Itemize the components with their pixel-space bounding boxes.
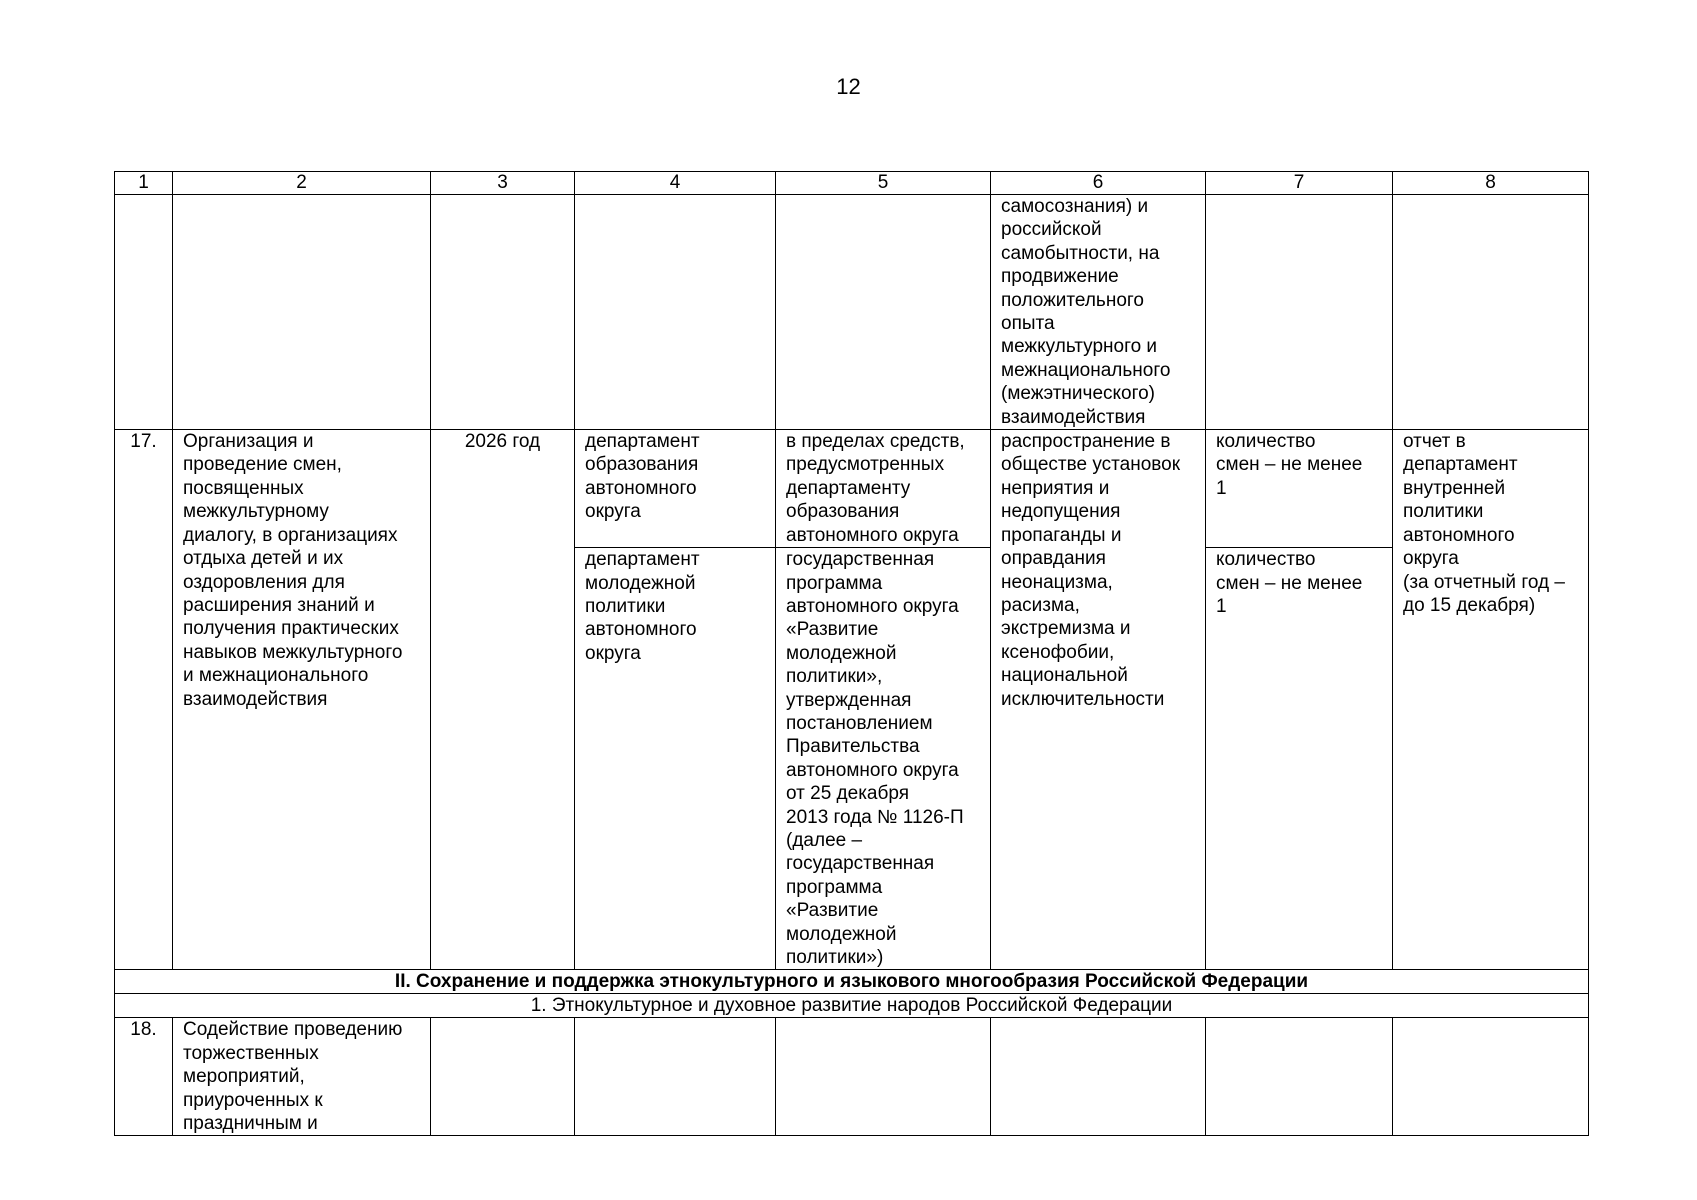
empty-cell bbox=[1393, 195, 1589, 430]
expected-result: распространение в обществе установок неприятия и недопущения пропаганды и оправдания неонацизма, расизма, экстремизма и ксенофобии, национальной исключительности bbox=[991, 430, 1206, 970]
empty-cell bbox=[431, 195, 575, 430]
page-number: 12 bbox=[836, 74, 861, 99]
empty-cell bbox=[1206, 1018, 1393, 1136]
result-cell-continued: самосознания) и российской самобытности, на продвижение положительного опыта межкультурного и межнационального (межэтнического) взаимодействия bbox=[991, 195, 1206, 430]
column-number: 2 bbox=[173, 172, 431, 195]
row-18 bbox=[115, 1018, 1589, 1136]
indicator: количество смен – не менее 1 bbox=[1206, 430, 1393, 548]
section-heading: II. Сохранение и поддержка этнокультурного и языкового многообразия Российской Федерации bbox=[115, 970, 1589, 994]
column-number: 1 bbox=[115, 172, 173, 195]
empty-cell bbox=[776, 1018, 991, 1136]
measure-name bbox=[173, 1018, 431, 1136]
section-heading-row bbox=[115, 970, 1589, 994]
funding-source: в пределах средств, предусмотренных департаменту образования автономного округа bbox=[776, 430, 991, 548]
empty-cell bbox=[115, 195, 173, 430]
executor: департамент образования автономного округа bbox=[575, 430, 776, 548]
executor: департамент молодежной политики автономного округа bbox=[575, 548, 776, 970]
column-number: 4 bbox=[575, 172, 776, 195]
empty-cell bbox=[173, 195, 431, 430]
column-number: 8 bbox=[1393, 172, 1589, 195]
measure-name: Организация и проведение смен, посвященных межкультурному диалогу, в организациях отдыха детей и их оздоровления для расширения знаний и получения практических навыков межкультурного и межнационального взаимодействия bbox=[173, 430, 431, 970]
subsection-heading-row bbox=[115, 994, 1589, 1018]
measure-name-text: Содействие проведению торжественных мероприятий, приуроченных к праздничным и bbox=[183, 1019, 403, 1135]
column-number: 7 bbox=[1206, 172, 1393, 195]
empty-cell bbox=[776, 195, 991, 430]
measures-table bbox=[114, 171, 1589, 1136]
row-17-part-1 bbox=[115, 430, 1589, 548]
column-number-row bbox=[115, 172, 1589, 195]
empty-cell bbox=[1393, 1018, 1589, 1136]
empty-cell bbox=[431, 1018, 575, 1136]
term: 2026 год bbox=[431, 430, 575, 970]
empty-cell bbox=[575, 195, 776, 430]
indicator: количество смен – не менее 1 bbox=[1206, 548, 1393, 970]
row-number: 17. bbox=[115, 430, 173, 970]
column-number: 3 bbox=[431, 172, 575, 195]
subsection-heading: 1. Этнокультурное и духовное развитие народов Российской Федерации bbox=[115, 994, 1589, 1018]
column-number: 5 bbox=[776, 172, 991, 195]
column-number: 6 bbox=[991, 172, 1206, 195]
empty-cell bbox=[1206, 195, 1393, 430]
empty-cell bbox=[575, 1018, 776, 1136]
row-number: 18. bbox=[115, 1018, 173, 1136]
continuation-row bbox=[115, 195, 1589, 430]
empty-cell bbox=[991, 1018, 1206, 1136]
funding-source: государственная программа автономного округа «Развитие молодежной политики», утвержденная постановлением Правительства автономного округа от 25 декабря 2013 года № 1126-П (далее – государственная программа «Развитие молодежной политики») bbox=[776, 548, 991, 970]
report-form: отчет в департамент внутренней политики автономного округа (за отчетный год – до 15 декабря) bbox=[1393, 430, 1589, 970]
